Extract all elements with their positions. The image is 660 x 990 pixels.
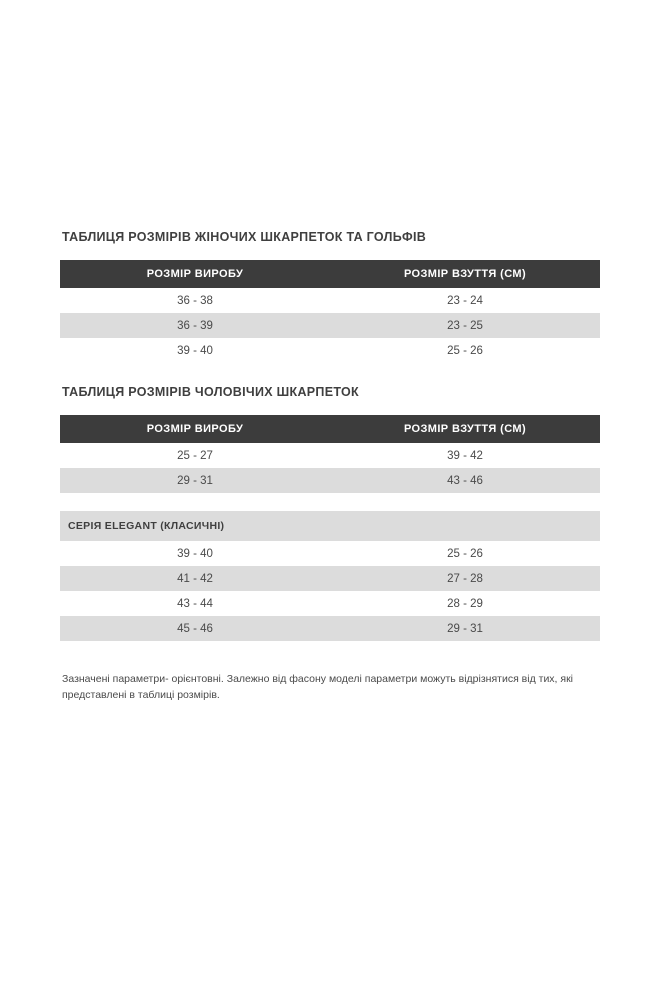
cell-product-size: 43 - 44 — [60, 591, 330, 616]
elegant-series-subheader: СЕРІЯ ELEGANT (КЛАСИЧНІ) — [60, 511, 600, 541]
elegant-series-table — [60, 511, 600, 641]
cell-product-size: 36 - 39 — [60, 313, 330, 338]
column-header-shoe-size: РОЗМІР ВЗУТТЯ (СМ) — [330, 260, 600, 288]
cell-shoe-size: 29 - 31 — [330, 616, 600, 641]
disclaimer-note: Зазначені параметри- орієнтовні. Залежно від фасону моделі параметри можуть відрізнятися від тих, які представлені в таблиці розмірів. — [62, 673, 574, 702]
table-row — [60, 616, 600, 641]
column-header-product-size: РОЗМІР ВИРОБУ — [60, 415, 330, 443]
cell-shoe-size: 23 - 24 — [330, 288, 600, 313]
cell-product-size: 29 - 31 — [60, 468, 330, 493]
table-row — [60, 566, 600, 591]
table-row — [60, 338, 600, 363]
spacer — [60, 493, 600, 511]
elegant-series-subheader-row — [60, 511, 600, 541]
table-header-row — [60, 260, 600, 288]
spacer — [60, 363, 600, 385]
cell-shoe-size: 28 - 29 — [330, 591, 600, 616]
mens-table-header — [60, 415, 600, 443]
table-row — [60, 591, 600, 616]
cell-shoe-size: 25 - 26 — [330, 541, 600, 566]
table-row — [60, 288, 600, 313]
mens-section-title: ТАБЛИЦЯ РОЗМІРІВ ЧОЛОВІЧИХ ШКАРПЕТОК — [62, 385, 359, 399]
cell-product-size: 25 - 27 — [60, 443, 330, 468]
table-row — [60, 443, 600, 468]
womens-size-table — [60, 260, 600, 363]
cell-shoe-size: 23 - 25 — [330, 313, 600, 338]
column-header-product-size: РОЗМІР ВИРОБУ — [60, 260, 330, 288]
cell-shoe-size: 27 - 28 — [330, 566, 600, 591]
womens-table-body — [60, 288, 600, 363]
cell-product-size: 39 - 40 — [60, 338, 330, 363]
table-row — [60, 468, 600, 493]
cell-product-size: 41 - 42 — [60, 566, 330, 591]
womens-section-title: ТАБЛИЦЯ РОЗМІРІВ ЖІНОЧИХ ШКАРПЕТОК ТА ГОЛЬФІВ — [62, 230, 427, 244]
table-row — [60, 541, 600, 566]
cell-shoe-size: 25 - 26 — [330, 338, 600, 363]
cell-shoe-size: 43 - 46 — [330, 468, 600, 493]
womens-table-header — [60, 260, 600, 288]
cell-shoe-size: 39 - 42 — [330, 443, 600, 468]
mens-table-body — [60, 443, 600, 493]
cell-product-size: 39 - 40 — [60, 541, 330, 566]
cell-product-size: 36 - 38 — [60, 288, 330, 313]
table-row — [60, 313, 600, 338]
cell-product-size: 45 - 46 — [60, 616, 330, 641]
table-header-row — [60, 415, 600, 443]
elegant-series-body — [60, 511, 600, 641]
mens-size-table — [60, 415, 600, 493]
column-header-shoe-size: РОЗМІР ВЗУТТЯ (СМ) — [330, 415, 600, 443]
